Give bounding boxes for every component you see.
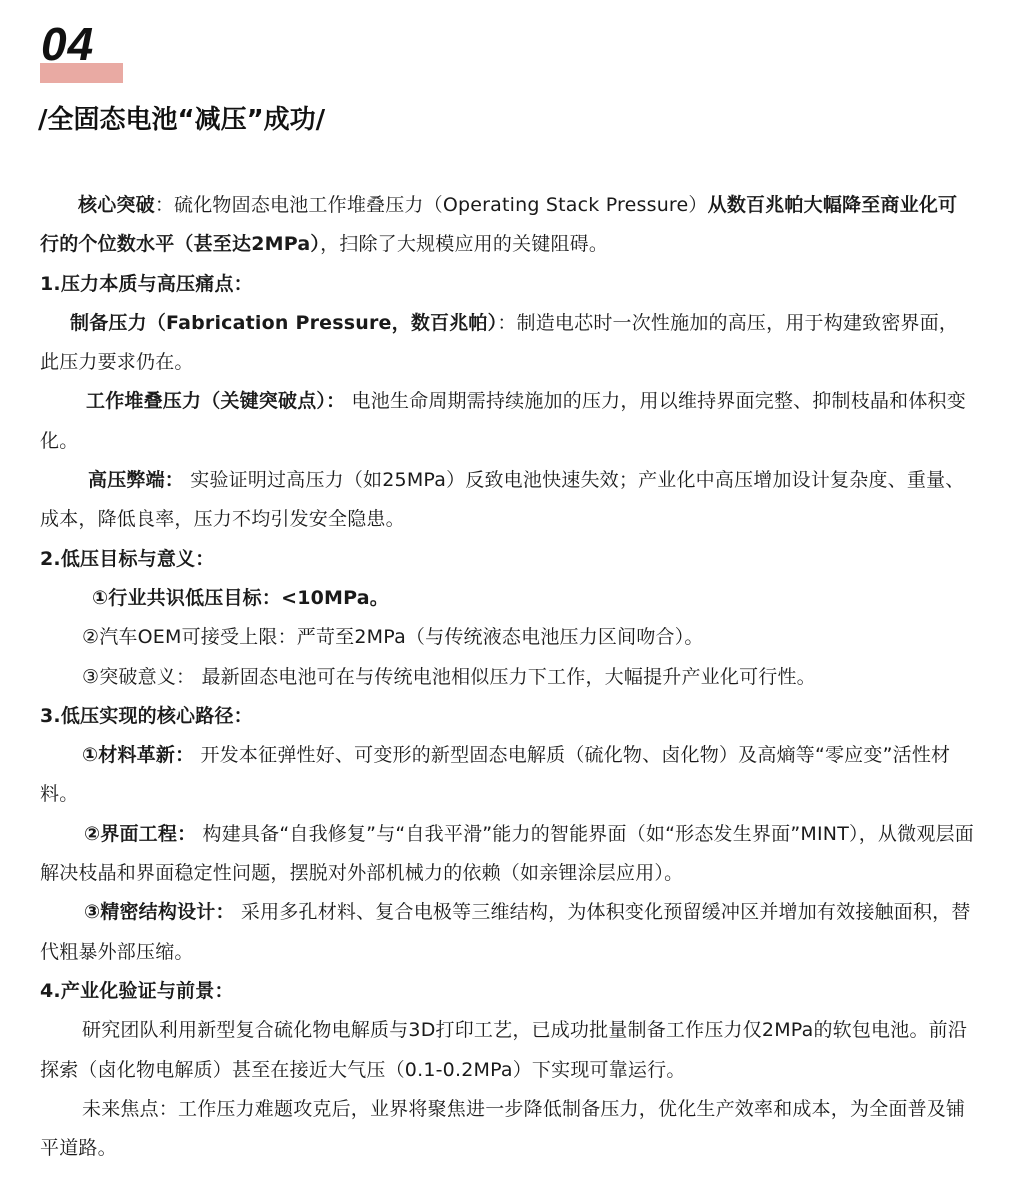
- section-1-paragraph-1: [40, 304, 974, 383]
- section-3-paragraph-3: [40, 893, 974, 972]
- section-2-heading: 2.低压目标与意义：: [40, 547, 215, 570]
- fabrication-pressure-label: 制备压力（Fabrication Pressure，数百兆帕）: [70, 311, 498, 334]
- section-3-paragraph-2: [40, 815, 974, 894]
- section-2-item-2: ②汽车OEM可接受上限：严苛至2MPa（与传统液态电池压力区间吻合）。: [82, 626, 704, 649]
- section-4-paragraph-2: 未来焦点：工作压力难题攻克后，业界将聚焦进一步降低制备压力，优化生产效率和成本，为全面普及铺平道路。: [40, 1097, 966, 1160]
- interface-engineering-label: ②界面工程：: [84, 822, 197, 845]
- fabrication-pressure-text: ：制造电芯时一次性施加的高压，用于构建致密界面，此压力要求仍在。: [40, 311, 959, 374]
- section-4-heading: 4.产业化验证与前景：: [40, 979, 234, 1002]
- section-3-paragraph-1: [40, 736, 974, 815]
- high-pressure-drawbacks-label: 高压弊端：: [88, 469, 185, 492]
- high-pressure-drawbacks-text: 实验证明过高压力（如25MPa）反致电池快速失效；产业化中高压增加设计复杂度、重量、成本，降低良率，压力不均引发安全隐患。: [40, 469, 965, 531]
- interface-engineering-text: 构建具备“自我修复”与“自我平滑”能力的智能界面（如“形态发生界面”MINT），从微观层面解决枝晶和界面稳定性问题，摆脱对外部机械力的依赖（如亲锂涂层应用）。: [40, 822, 974, 885]
- section-2-item-1: ①行业共识低压目标：<10MPa。: [92, 586, 389, 609]
- intro-paragraph: [40, 186, 974, 265]
- material-innovation-label: ①材料革新：: [82, 744, 195, 767]
- section-2-item-3: ③突破意义： 最新固态电池可在与传统电池相似压力下工作，大幅提升产业化可行性。: [82, 665, 816, 688]
- section-1-paragraph-2: [40, 382, 974, 461]
- section-number-badge: [40, 18, 124, 84]
- page-title: /全固态电池“减压”成功/: [38, 105, 326, 135]
- section-4-paragraph-1: 研究团队利用新型复合硫化物电解质与3D打印工艺，已成功批量制备工作压力仅2MPa的软包电池。前沿探索（卤化物电解质）甚至在接近大气压（0.1-0.2MPa）下实现可靠运行。: [40, 1019, 968, 1081]
- intro-text-1: 硫化物固态电池工作堆叠压力（Operating Stack Pressure）: [174, 194, 708, 216]
- intro-separator: ：: [154, 194, 175, 216]
- section-1-paragraph-3: [40, 461, 974, 540]
- stack-pressure-text: 电池生命周期需持续施加的压力，用以维持界面完整、抑制枝晶和体积变化。: [40, 390, 966, 452]
- section-1-heading: 1.压力本质与高压痛点：: [40, 272, 253, 295]
- article-body: [40, 186, 974, 1168]
- intro-label: 核心突破: [78, 194, 155, 216]
- intro-text-2: ，扫除了大规模应用的关键阻碍。: [320, 233, 609, 256]
- stack-pressure-label: 工作堆叠压力（关键突破点）：: [86, 390, 346, 413]
- structure-design-text: 采用多孔材料、复合电极等三维结构，为体积变化预留缓冲区并增加有效接触面积，替代粗暴外部压缩。: [40, 901, 971, 963]
- material-innovation-text: 开发本征弹性好、可变形的新型固态电解质（硫化物、卤化物）及高熵等“零应变”活性材料。: [40, 744, 951, 806]
- structure-design-label: ③精密结构设计：: [84, 901, 235, 924]
- section-3-heading: 3.低压实现的核心路径：: [40, 704, 253, 727]
- section-number: 04: [41, 18, 95, 70]
- intro-bold-text: 从数百兆帕大幅降至商业化可行的个位数水平（甚至达2MPa）: [40, 194, 958, 256]
